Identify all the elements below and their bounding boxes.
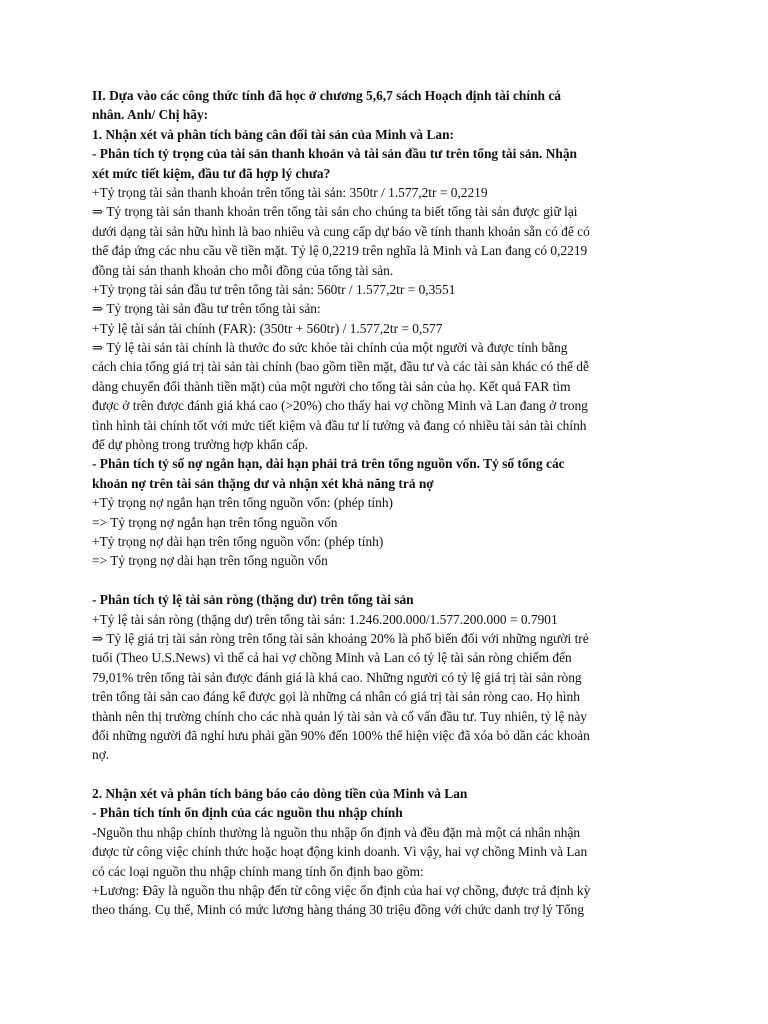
text-line: đối những người đã nghỉ hưu phải gần 90% đến 100% thể hiện việc đã xóa bỏ dần các khoản	[92, 727, 590, 743]
text-line: 79,01% trên tổng tài sản được đánh giá là khá cao. Những người có tỷ lệ giá trị tài sản ròng	[92, 669, 582, 685]
text-line: -Nguồn thu nhập chính thường là nguồn thu nhập ổn định và đều đặn mà một cá nhân nhận	[92, 824, 581, 840]
text-line: cách chia tổng giá trị tài sản tài chính (bao gồm tiền mặt, đầu tư và các tài sản khác có thể dễ	[92, 359, 589, 375]
text-line: ⇒ Tỷ lệ tài sản tài chính là thước đo sức khỏe tài chính của một người và được tính bằng	[92, 340, 568, 356]
heading-line: - Phân tích tỷ số nợ ngắn hạn, dài hạn phải trả trên tổng nguồn vốn. Tỷ số tổng các	[92, 456, 565, 472]
text-line: +Lương: Đây là nguồn thu nhập đến từ công việc ổn định của hai vợ chồng, được trả định kỳ	[92, 883, 591, 899]
text-line: ⇒ Tỷ lệ giá trị tài sản ròng trên tổng tài sản khoảng 20% là phổ biến đối với những người trẻ	[92, 630, 589, 646]
text-line: có các loại nguồn thu nhập chính mang tính ổn định bao gồm:	[92, 863, 424, 879]
text-line: tình hình tài chính tốt với mức tiết kiệm và đầu tư lí tưởng và đang có nhiều tài sản tài chính	[92, 417, 587, 433]
text-line: được từ công việc chính thức hoặc hoạt động kinh doanh. Vì vậy, hai vợ chồng Minh và Lan	[92, 844, 588, 860]
text-line: nợ.	[92, 747, 110, 763]
text-line: +Tỷ trọng nợ dài hạn trên tổng nguồn vốn: (phép tính)	[92, 533, 384, 549]
text-line: thể đáp ứng các nhu cầu về tiền mặt. Tỷ lệ 0,2219 trên nghĩa là Minh và Lan đang có 0,2219	[92, 243, 588, 259]
text-line: để dự phòng trong trường hợp khẩn cấp.	[92, 437, 309, 453]
heading-line: 1. Nhận xét và phân tích bảng cân đối tài sản của Minh và Lan:	[92, 126, 454, 142]
heading-line: xét mức tiết kiệm, đầu tư đã hợp lý chưa?	[92, 165, 331, 181]
text-line: ⇒ Tỷ trọng tài sản thanh khoản trên tổng tài sản cho chúng ta biết tổng tài sản được giữ lại	[92, 204, 578, 220]
text-line: dàng chuyển đổi thành tiền mặt) của một người cho tổng tài sản của họ. Kết quả FAR tìm	[92, 378, 571, 394]
text-line: => Tỷ trọng nợ ngắn hạn trên tổng nguồn vốn	[92, 514, 338, 530]
blank-line	[92, 571, 672, 590]
text-line: theo tháng. Cụ thể, Minh có mức lương hàng tháng 30 triệu đồng với chức danh trợ lý Tổng	[92, 902, 585, 918]
text-line: thành nên thị trường chính cho các nhà quản lý tài sản và cố vấn đầu tư. Tuy nhiên, tỷ lệ này	[92, 708, 587, 724]
text-line: được ở trên được đánh giá khá cao (>20%) cho thấy hai vợ chồng Minh và Lan đang ở trong	[92, 398, 588, 414]
text-line: tuổi (Theo U.S.News) vì thế cả hai vợ chồng Minh và Lan có tỷ lệ tài sản ròng chiếm đến	[92, 650, 572, 666]
heading-line: - Phân tích tỷ trọng của tài sản thanh khoản và tài sản đầu tư trên tổng tài sản. Nhận	[92, 146, 577, 162]
text-line: đồng tài sản thanh khoản cho mỗi đồng của tổng tài sản.	[92, 262, 394, 278]
heading-line: nhân. Anh/ Chị hãy:	[92, 107, 209, 123]
heading-line: 2. Nhận xét và phân tích bảng báo cáo dòng tiền của Minh và Lan	[92, 786, 468, 802]
text-line: => Tỷ trọng nợ dài hạn trên tổng nguồn vốn	[92, 553, 328, 569]
text-line: +Tỷ trọng tài sản thanh khoản trên tổng tài sản: 350tr / 1.577,2tr = 0,2219	[92, 184, 488, 200]
text-line: trên tổng tài sản cao đáng kể được gọi là những cá nhân có giá trị tài sản ròng cao. Họ hình	[92, 689, 580, 705]
heading-line: II. Dựa vào các công thức tính đã học ở chương 5,6,7 sách Hoạch định tài chính cá	[92, 88, 561, 103]
blank-line	[92, 765, 672, 784]
text-line: ⇒ Tỷ trọng tài sản đầu tư trên tổng tài sản:	[92, 301, 321, 317]
text-line: dưới dạng tài sản hữu hình là bao nhiêu và cung cấp dự báo về tính thanh khoản sẵn có để có	[92, 223, 590, 239]
text-line: +Tỷ lệ tài sản ròng (thặng dư) trên tổng tài sản: 1.246.200.000/1.577.200.000 = 0.7901	[92, 611, 558, 627]
text-line: +Tỷ lệ tài sản tài chính (FAR): (350tr + 560tr) / 1.577,2tr = 0,577	[92, 320, 443, 336]
text-line: +Tỷ trọng nợ ngắn hạn trên tổng nguồn vốn: (phép tính)	[92, 495, 393, 511]
heading-line: - Phân tích tính ổn định của các nguồn thu nhập chính	[92, 805, 403, 821]
heading-line: khoản nợ trên tài sản thặng dư và nhận xét khả năng trả nợ	[92, 475, 434, 491]
document-page	[92, 86, 672, 920]
text-line: +Tỷ trọng tài sản đầu tư trên tổng tài sản: 560tr / 1.577,2tr = 0,3551	[92, 281, 456, 297]
heading-line: - Phân tích tỷ lệ tài sản ròng (thặng dư) trên tổng tài sản	[92, 592, 414, 608]
